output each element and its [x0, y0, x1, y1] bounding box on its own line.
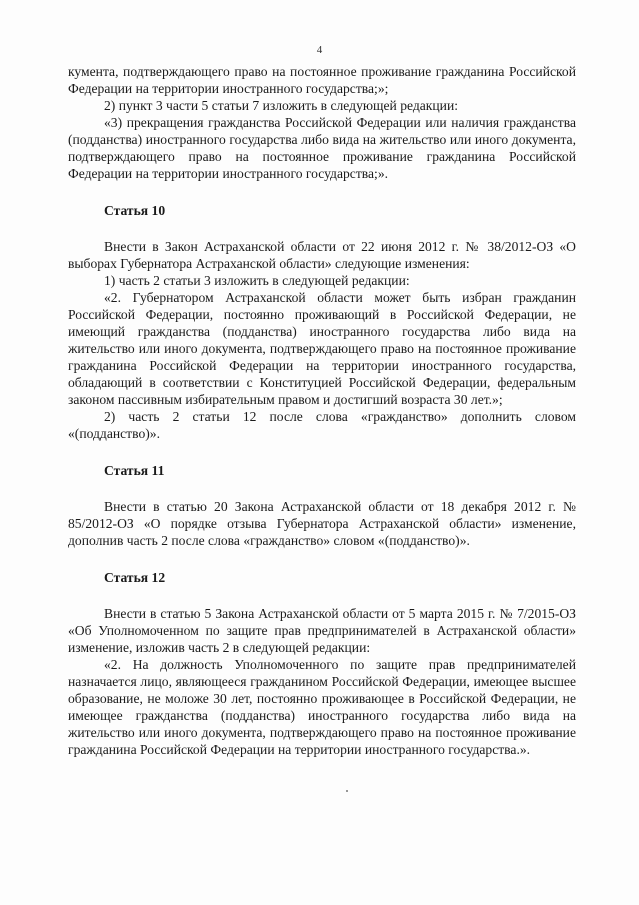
paragraph: Внести в Закон Астраханской области от 22 июня 2012 г. № 38/2012-ОЗ «О выборах Губернатора Астраханской области» следующие изменения:	[68, 239, 576, 271]
paragraph: «3) прекращения гражданства Российской Федерации или наличия гражданства (подданства) иностранного государства либо вида на жительство или иного документа, подтверждающего право на постоянное проживание гражданина Российской Федерации на территории иностранного государства;».	[68, 115, 576, 181]
document-body	[68, 63, 576, 758]
paragraph: «2. Губернатором Астраханской области может быть избран гражданин Российской Федерации, постоянно проживающий в Российской Федерации, не имеющий гражданства (подданства) иностранного государства либо вида на жительство или иного документа, подтверждающего право на постоянное проживание гражданина Российской Федерации на территории иностранного государства, обладающий в соответствии с Конституцией Российской Федерации, федеральным законом пассивным избирательным правом и достигший возраста 30 лет.»;	[68, 290, 576, 407]
paragraph: Внести в статью 5 Закона Астраханской области от 5 марта 2015 г. № 7/2015-ОЗ «Об Уполномоченном по защите прав предпринимателей в Астраханской области» изменение, изложив часть 2 в следующей редакции:	[68, 606, 576, 655]
article-heading: Статья 11	[104, 463, 165, 478]
paragraph: кумента, подтверждающего право на постоянное проживание гражданина Российской Федерации на территории иностранного государства;»;	[68, 64, 576, 96]
paragraph: 1) часть 2 статьи 3 изложить в следующей редакции:	[104, 273, 410, 288]
paragraph: Внести в статью 20 Закона Астраханской области от 18 декабря 2012 г. № 85/2012-ОЗ «О порядке отзыва Губернатора Астраханской области» изменение, дополнив часть 2 после слова «гражданство» словом «(подданство)».	[68, 499, 576, 548]
spacer	[68, 586, 576, 605]
spacer	[68, 549, 576, 569]
paragraph: 2) часть 2 статьи 12 после слова «гражданство» дополнить словом «(подданство)».	[68, 409, 576, 441]
paragraph: 2) пункт 3 части 5 статьи 7 изложить в следующей редакции:	[104, 98, 459, 113]
spacer	[68, 182, 576, 202]
spacer	[68, 479, 576, 498]
page-number: 4	[316, 44, 323, 56]
paragraph: «2. На должность Уполномоченного по защите прав предпринимателей назначается лицо, являющееся гражданином Российской Федерации, имеющее высшее образование, не моложе 30 лет, постоянно проживающее в Российской Федерации, не имеющее гражданства (подданства) иностранного государства либо вида на жительство или иного документа, подтверждающего право на постоянное проживание гражданина Российской Федерации на территории иностранного государства.».	[68, 657, 576, 757]
spacer	[68, 219, 576, 238]
scan-speck	[346, 790, 348, 792]
article-heading: Статья 12	[104, 570, 166, 585]
spacer	[68, 442, 576, 462]
article-heading: Статья 10	[104, 203, 166, 218]
